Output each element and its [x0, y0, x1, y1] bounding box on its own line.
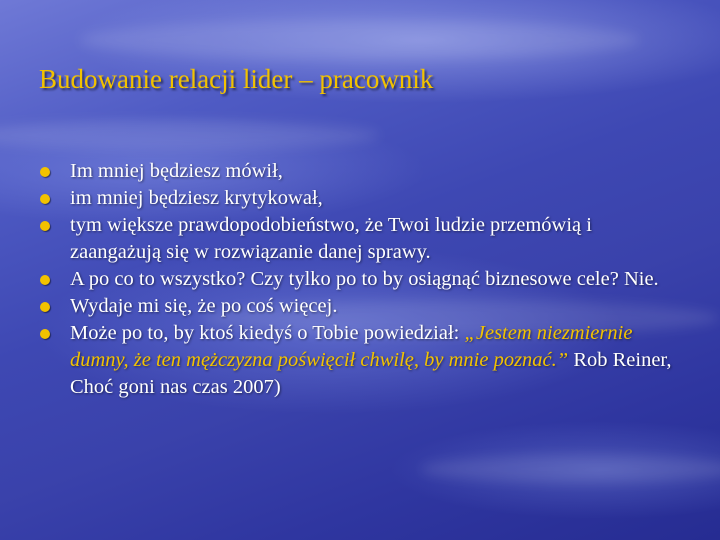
bullet-text: Im mniej będziesz mówił, — [70, 160, 283, 182]
quote-text: „Jestem niezmiernie dumny, że ten mężczyzna poświęcił chwilę, by mnie poznać.” — [70, 322, 633, 371]
bullet-icon — [40, 302, 50, 312]
bullet-text: Może po to, by ktoś kiedyś o Tobie powiedział: — [70, 322, 465, 344]
light-streak — [80, 20, 640, 60]
bullet-text: A po co to wszystko? Czy tylko po to by osiągnąć biznesowe cele? Nie. — [70, 268, 659, 290]
bullet-icon — [40, 329, 50, 339]
bullet-icon — [40, 167, 50, 177]
list-item — [40, 293, 680, 320]
light-streak — [0, 120, 380, 150]
list-item — [40, 266, 680, 293]
bullet-icon — [40, 275, 50, 285]
bullet-icon — [40, 221, 50, 231]
list-item — [40, 320, 680, 401]
bullet-text: im mniej będziesz krytykował, — [70, 187, 323, 209]
quote-source: Rob Reiner, Choć goni nas czas 2007) — [70, 349, 672, 398]
bullet-icon — [40, 194, 50, 204]
list-item — [40, 212, 680, 266]
bullet-list — [40, 158, 680, 401]
list-item — [40, 185, 680, 212]
bullet-text: Wydaje mi się, że po coś więcej. — [70, 295, 338, 317]
bullet-text: tym większe prawdopodobieństwo, że Twoi ludzie przemówią i zaangażują się w rozwiązanie danej sprawy. — [70, 214, 592, 263]
slide-title: Budowanie relacji lider – pracownik — [39, 64, 434, 94]
list-item — [40, 158, 680, 185]
light-streak — [420, 455, 720, 483]
